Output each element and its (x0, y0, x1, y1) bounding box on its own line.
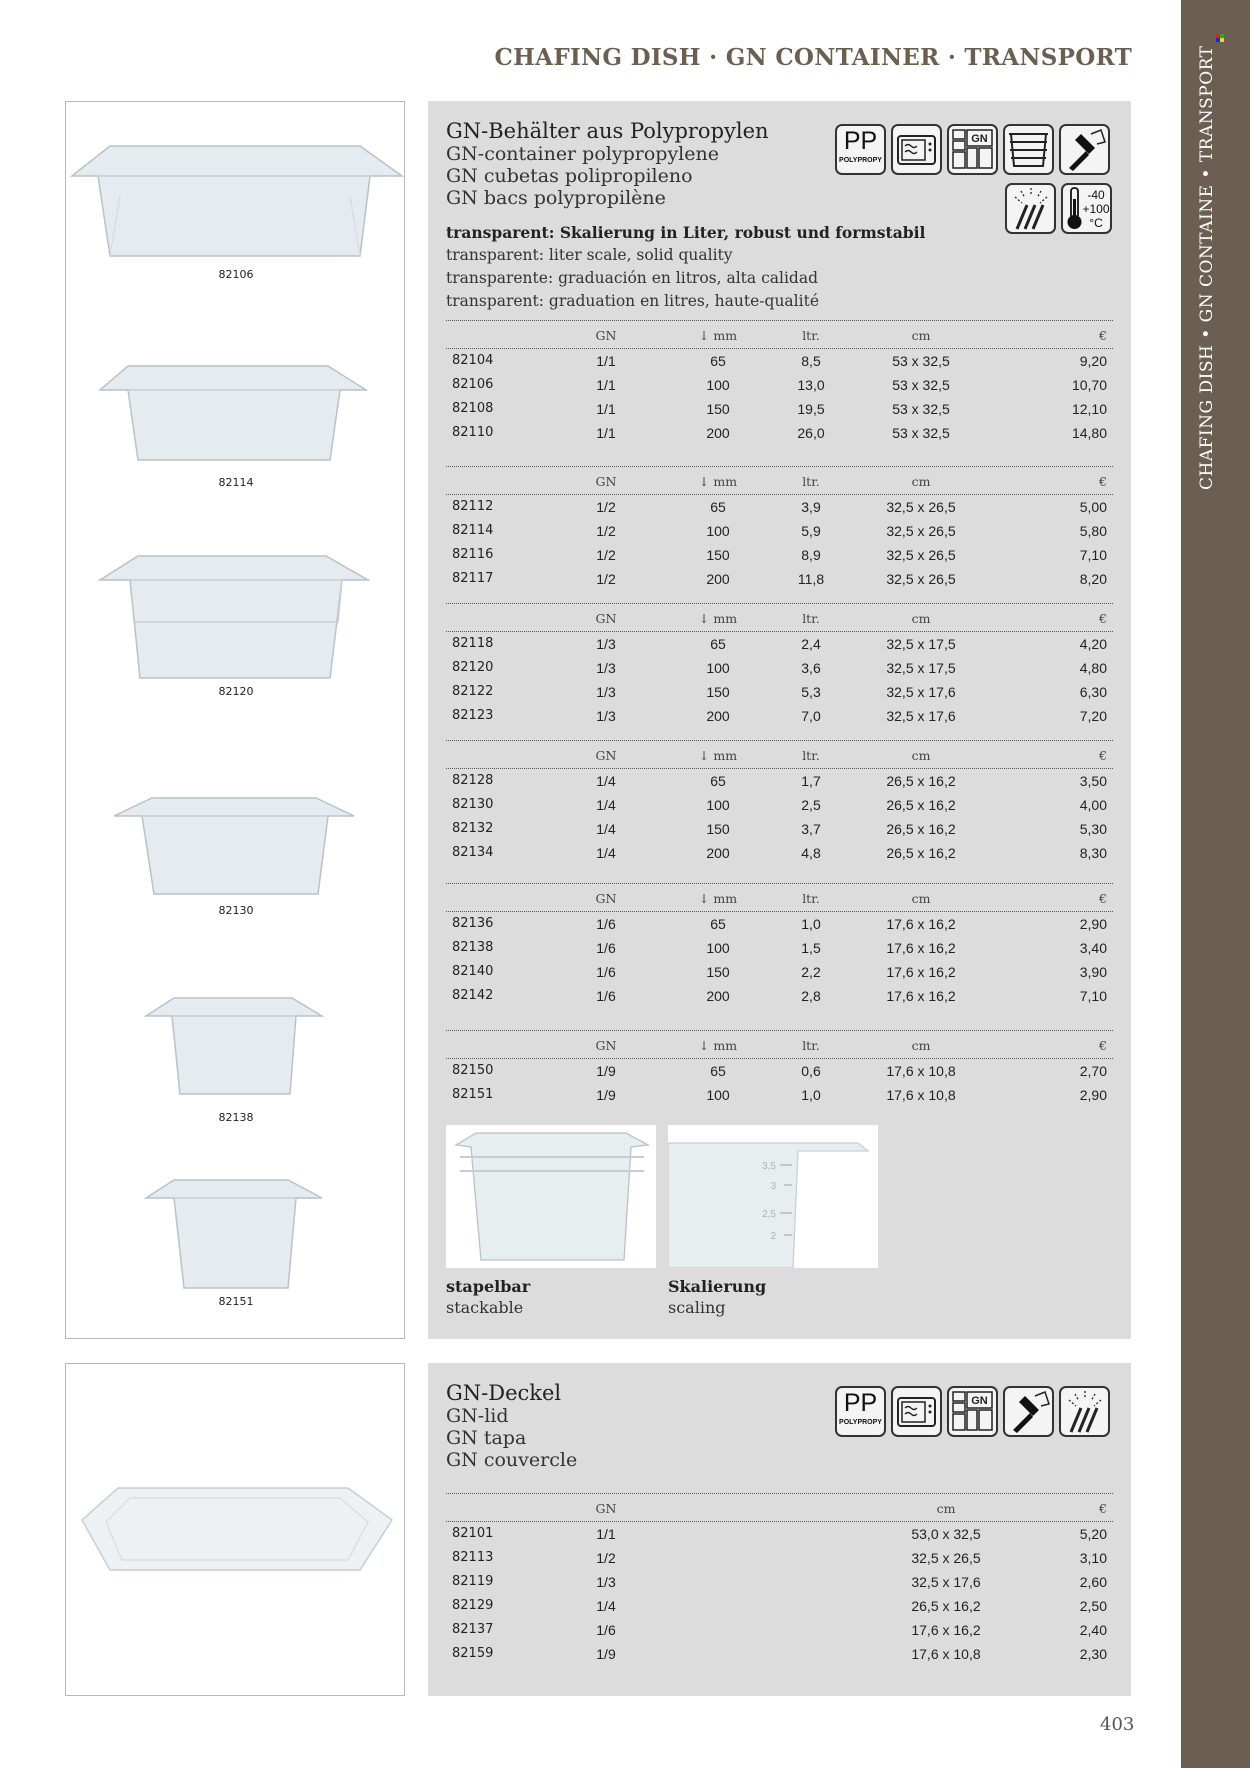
dishwasher-icon (1059, 1386, 1110, 1437)
robust-hammer-icon (1003, 1386, 1054, 1437)
stackable-caption: stapelbar stackable (446, 1277, 531, 1317)
table-row: 82120 1/3 100 3,6 32,5 x 17,5 4,80 (452, 660, 1107, 676)
scaling-caption: Skalierung scaling (668, 1277, 767, 1317)
description-fr: transparent: graduation en litres, haute-qualité (446, 292, 819, 310)
table-row: 82150 1/9 65 0,6 17,6 x 10,8 2,70 (452, 1063, 1107, 1079)
container-1-4-image (112, 794, 356, 904)
table-row: 82101 1/1 53,0 x 32,5 5,20 (452, 1526, 1107, 1542)
container-table-group-5 (446, 883, 1113, 1008)
table-row: 82106 1/1 100 13,0 53 x 32,5 10,70 (452, 377, 1107, 393)
table-row: 82122 1/3 150 5,3 32,5 x 17,6 6,30 (452, 684, 1107, 700)
pp-polypropy-icon: PP POLYPROPY (835, 124, 886, 175)
container-title-fr: GN bacs polypropilène (446, 187, 666, 209)
table-row: 82137 1/6 17,6 x 16,2 2,40 (452, 1622, 1107, 1638)
container-1-9-image (144, 1176, 324, 1296)
svg-text:+100: +100 (1082, 202, 1110, 216)
table-row: 82142 1/6 200 2,8 17,6 x 16,2 7,10 (452, 988, 1107, 1004)
stackable-photo (446, 1125, 656, 1268)
table-header: GN ↓ mm ltr. cm € (446, 1030, 1113, 1059)
svg-text:3: 3 (770, 1181, 776, 1192)
gn-container-panel (428, 101, 1131, 1339)
container-title-de: GN-Behälter aus Polypropylen (446, 119, 769, 143)
product-code-label: 82138 (218, 1111, 254, 1124)
table-row: 82130 1/4 100 2,5 26,5 x 16,2 4,00 (452, 797, 1107, 813)
description-de: transparent: Skalierung in Liter, robust und formstabil (446, 223, 926, 242)
svg-text:3,5: 3,5 (762, 1161, 776, 1172)
microwave-icon (891, 124, 942, 175)
page-number: 403 (1100, 1714, 1135, 1735)
scaling-photo (668, 1125, 878, 1268)
table-row: 82104 1/1 65 8,5 53 x 32,5 9,20 (452, 353, 1107, 369)
side-tab (1181, 0, 1250, 1768)
product-code-label: 82130 (218, 904, 254, 917)
container-1-2-image (98, 360, 368, 470)
container-title-en: GN-container polypropylene (446, 143, 719, 165)
container-titles (446, 119, 769, 209)
lid-table (446, 1493, 1113, 1666)
table-row: 82159 1/9 17,6 x 10,8 2,30 (452, 1646, 1107, 1662)
lid-title-de: GN-Deckel (446, 1381, 562, 1405)
product-code-label: 82114 (218, 476, 254, 489)
container-table-group-1 (446, 320, 1113, 445)
description-es: transparente: graduación en litros, alta calidad (446, 269, 818, 287)
table-row: 82114 1/2 100 5,9 32,5 x 26,5 5,80 (452, 523, 1107, 539)
container-table-group-4 (446, 740, 1113, 865)
table-header: GN cm € (446, 1493, 1113, 1522)
lid-title-en: GN-lid (446, 1405, 509, 1427)
container-table-group-3 (446, 603, 1113, 728)
table-header: GN ↓ mm ltr. cm € (446, 320, 1113, 349)
table-header: GN ↓ mm ltr. cm € (446, 466, 1113, 495)
container-table-group-6 (446, 1030, 1113, 1107)
table-row: 82129 1/4 26,5 x 16,2 2,50 (452, 1598, 1107, 1614)
table-row: 82136 1/6 65 1,0 17,6 x 16,2 2,90 (452, 916, 1107, 932)
dishwasher-icon (1005, 183, 1056, 234)
table-row: 82112 1/2 65 3,9 32,5 x 26,5 5,00 (452, 499, 1107, 515)
container-description (446, 221, 925, 313)
table-row: 82123 1/3 200 7,0 32,5 x 17,6 7,20 (452, 708, 1107, 724)
product-code-label: 82106 (218, 268, 254, 281)
svg-text:2: 2 (770, 1231, 776, 1242)
table-row: 82108 1/1 150 19,5 53 x 32,5 12,10 (452, 401, 1107, 417)
svg-text:GN: GN (971, 1395, 988, 1407)
table-row: 82113 1/2 32,5 x 26,5 3,10 (452, 1550, 1107, 1566)
table-row: 82118 1/3 65 2,4 32,5 x 17,5 4,20 (452, 636, 1107, 652)
temperature-range-icon (1061, 183, 1112, 234)
svg-text:°C: °C (1089, 216, 1103, 230)
gn-sizes-icon (947, 1386, 998, 1437)
container-title-es: GN cubetas polipropileno (446, 165, 693, 187)
svg-text:GN: GN (971, 133, 988, 145)
table-row: 82132 1/4 150 3,7 26,5 x 16,2 5,30 (452, 821, 1107, 837)
pp-polypropy-icon: PP POLYPROPY (835, 1386, 886, 1437)
container-1-6-image (144, 994, 324, 1104)
table-row: 82116 1/2 150 8,9 32,5 x 26,5 7,10 (452, 547, 1107, 563)
container-table-group-2 (446, 466, 1113, 591)
microwave-icon (891, 1386, 942, 1437)
svg-text:2,5: 2,5 (762, 1209, 776, 1220)
table-row: 82128 1/4 65 1,7 26,5 x 16,2 3,50 (452, 773, 1107, 789)
gn-sizes-icon (947, 124, 998, 175)
table-row: 82117 1/2 200 11,8 32,5 x 26,5 8,20 (452, 571, 1107, 587)
lid-image (78, 1480, 396, 1580)
color-dots-icon (1216, 34, 1226, 42)
product-code-label: 82120 (218, 685, 254, 698)
table-header: GN ↓ mm ltr. cm € (446, 740, 1113, 769)
table-header: GN ↓ mm ltr. cm € (446, 883, 1113, 912)
stackable-icon (1003, 124, 1054, 175)
product-image-panel (65, 101, 405, 1339)
table-row: 82110 1/1 200 26,0 53 x 32,5 14,80 (452, 425, 1107, 441)
container-1-1-image (70, 136, 404, 266)
table-row: 82138 1/6 100 1,5 17,6 x 16,2 3,40 (452, 940, 1107, 956)
robust-hammer-icon (1059, 124, 1110, 175)
table-header: GN ↓ mm ltr. cm € (446, 603, 1113, 632)
side-tab-text: CHAFING DISH • GN CONTAINE • TRANSPORT (1197, 45, 1217, 490)
gn-lid-panel (428, 1363, 1131, 1696)
product-code-label: 82151 (218, 1295, 254, 1308)
lid-image-panel (65, 1363, 405, 1696)
container-1-3-image (98, 552, 370, 687)
table-row: 82140 1/6 150 2,2 17,6 x 16,2 3,90 (452, 964, 1107, 980)
page-header-title: CHAFING DISH · GN CONTAINER · TRANSPORT (494, 44, 1132, 71)
svg-text:-40: -40 (1087, 188, 1105, 202)
table-row: 82151 1/9 100 1,0 17,6 x 10,8 2,90 (452, 1087, 1107, 1103)
lid-titles (446, 1381, 577, 1471)
lid-title-fr: GN couvercle (446, 1449, 578, 1471)
table-row: 82119 1/3 32,5 x 17,6 2,60 (452, 1574, 1107, 1590)
table-row: 82134 1/4 200 4,8 26,5 x 16,2 8,30 (452, 845, 1107, 861)
description-en: transparent: liter scale, solid quality (446, 246, 733, 264)
lid-title-es: GN tapa (446, 1427, 527, 1449)
